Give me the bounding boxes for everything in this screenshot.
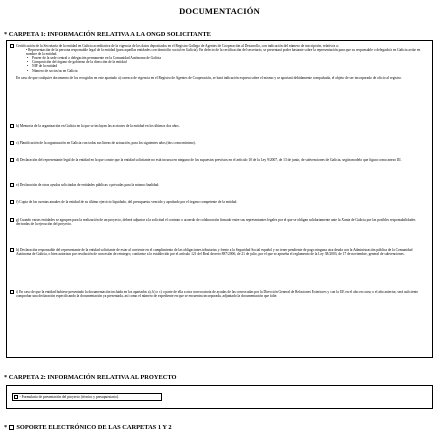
carpeta2-item bbox=[12, 393, 162, 401]
carpeta1-item-a bbox=[10, 44, 428, 80]
carpeta2-item-text: - Formulario de presentación del proyecto (técnico y presupuestario). bbox=[19, 395, 119, 399]
checkbox[interactable] bbox=[10, 124, 14, 128]
item-a-note: En caso de que cualquier documento de los recogidos en este apartado a) carezca de vigencia en el Registro de Agentes de Cooperación, se hará indicación expresa sobre el mismo y se aportará debidamente compulsada, el objeto de ser incorporado de oficio al registro. bbox=[16, 75, 402, 80]
carpeta3-heading bbox=[4, 424, 172, 431]
item-text: h) Declaración responsable del representante de la entidad solicitante de estar al corriente en el cumplimiento de las obligaciones tributarias y frente a la Seguridad Social español y no tener pendiente de pago ninguna otra deuda con la Administración pública de la Comunidad Autónoma de Galicia, o bien autorizar por resolución de concesión de reintegro, conforme a lo establecido por el artículo 121 del Real decreto 887/2006, de 21 de julio, por el que se aprueba el reglamento de la Ley 38/2003, de 17 de noviembre, general de subvenciones. bbox=[16, 248, 413, 257]
carpeta1-item-h bbox=[10, 248, 428, 256]
item-a-intro: Certificación de la Secretaría de la entidad en Galicia acreditativa de la vigencia de los datos depositados en el Registro Gallego de Agentes de Cooperación al Desarrollo, con indicación del número de inscripción, relativos a: bbox=[16, 44, 339, 48]
item-text: b) Memoria de la organización en Galicia en la que se incluyan las acciones de la entidad en los últimos dos años. bbox=[16, 124, 180, 128]
carpeta1-item-g bbox=[10, 218, 428, 226]
item-a-sub-intro: • Representación de la persona responsable legal de la entidad (para aquellas entidades con domicilio social en Galicia). En defecto de la certificación del secretario, se presentará poder bastante sobre la representación para que su responsable o delegado/a en Galicia actúe en nombre de la entidad. bbox=[26, 48, 421, 57]
carpeta1-item-e bbox=[10, 183, 428, 187]
item-a-bullets bbox=[10, 56, 428, 72]
item-text: d) Declaración del representante legal de la entidad en la que conste que la entidad solicitante no está incursa en ninguno de los supuestos previstos en el artículo 10 de la Ley 9/2007, de 13 de junio, de subvenciones de Galicia, según modelo que figura como anexo III. bbox=[16, 158, 402, 162]
checkbox[interactable] bbox=[10, 141, 14, 145]
checkbox[interactable] bbox=[10, 183, 14, 187]
carpeta2-heading: * CARPETA 2: INFORMACIÓN RELATIVA AL PROYECTO bbox=[4, 374, 177, 381]
checkbox[interactable] bbox=[10, 200, 14, 204]
item-text: c) Planificación de la organización en Galicia con todas sus líneas de actuación, para los siguientes años (dos como mínimo). bbox=[16, 141, 196, 145]
bullet-item: • NIF de la entidad bbox=[32, 64, 428, 68]
carpeta1-item-c bbox=[10, 141, 428, 145]
carpeta1-item-f bbox=[10, 200, 428, 204]
carpeta1-item-i bbox=[10, 290, 428, 298]
carpeta1-heading: * CARPETA 1: INFORMACIÓN RELATIVA A LA ONGD SOLICITANTE bbox=[4, 31, 211, 38]
item-text: i) En caso de que la entidad hubiese presentado la documentación incluida en los apartados a), b) o c) o parte de ella a otra convocatoria de ayudas de las convocadas por la Dirección General de Relaciones Exteriores y con la UE en el año en curso o el año anterior, será suficiente comprobar una declaración especificando la documentación ya presentada, así como el número de expediente en que se encuentra incorporada, adjuntado la documentación que falte. bbox=[16, 290, 418, 299]
checkbox[interactable] bbox=[10, 290, 14, 294]
checkbox[interactable] bbox=[10, 248, 14, 252]
bullet-item: • Número de socios/as en Galicia bbox=[32, 69, 428, 73]
bullet-item: • Composición del órgano de gobierno de la dirección de la entidad bbox=[32, 60, 428, 64]
item-text: e) Declaración de otras ayudas solicitadas de entidades públicas o privadas para la misma finalidad. bbox=[16, 183, 160, 187]
asterisk: * bbox=[4, 424, 8, 431]
checkbox[interactable] bbox=[14, 395, 18, 399]
carpeta1-item-b bbox=[10, 124, 428, 128]
page-title: DOCUMENTACIÓN bbox=[179, 6, 260, 16]
item-text: g) Cuando varias entidades se agrupen para la realización de un proyecto, deberá adjuntar a la solicitud el contrato o acuerdo de colaboración firmado entre sus representantes legales por el que se obligan solidariamente ante la Xunta de Galicia por las posibles responsabilidades derivadas de la ejecución del proyecto. bbox=[16, 218, 416, 227]
item-text: f) Copia de las cuentas anuales de la entidad de su último ejercicio liquidado, del presupuesto vencido y aprobado por el órgano competente de la entidad. bbox=[16, 200, 238, 204]
checkbox[interactable] bbox=[10, 158, 14, 162]
bullet-item: • Poseer de la sede central o delegación permanente en la Comunidad Autónoma de Galicia bbox=[32, 56, 428, 60]
checkbox[interactable] bbox=[10, 218, 14, 222]
carpeta1-box bbox=[6, 40, 433, 358]
carpeta1-item-d bbox=[10, 158, 428, 162]
carpeta3-heading-text: SOPORTE ELECTRÓNICO DE LAS CARPETAS 1 Y 2 bbox=[16, 424, 172, 431]
checkbox[interactable] bbox=[10, 44, 14, 48]
checkbox[interactable] bbox=[9, 425, 15, 431]
